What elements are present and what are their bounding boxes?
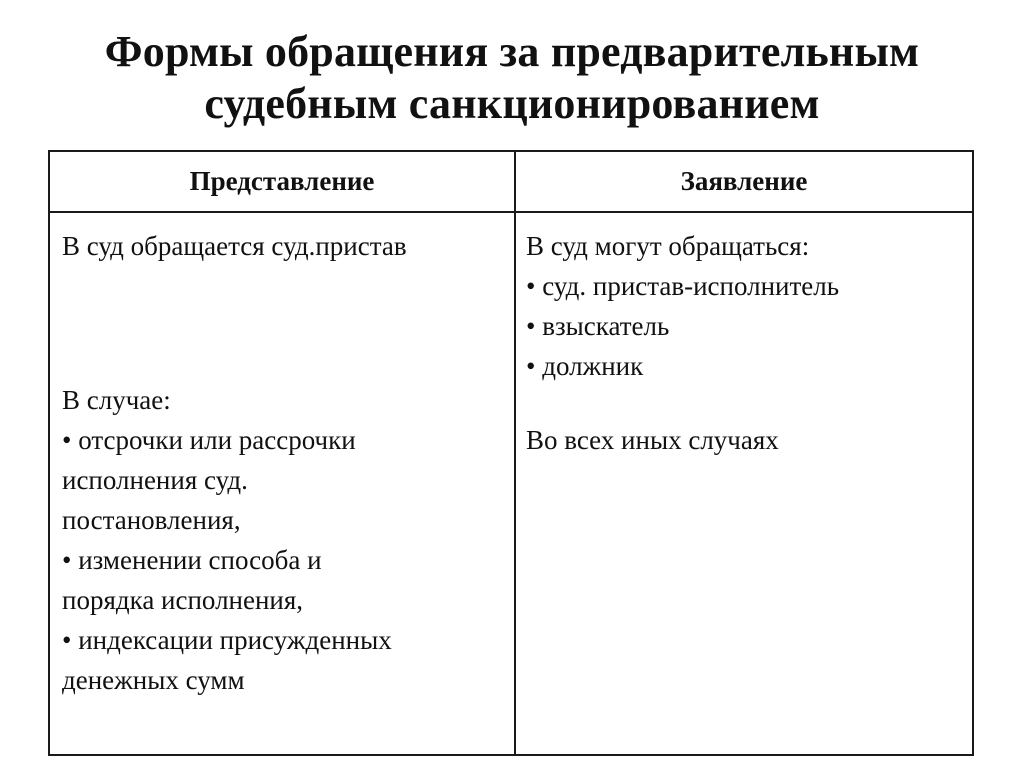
representation-intro: В суд обращается суд.пристав xyxy=(62,231,407,261)
title-line-2: судебным санкционированием xyxy=(204,79,820,128)
comparison-table xyxy=(48,150,974,756)
cell-application xyxy=(526,226,966,460)
representation-case-heading: В случае: xyxy=(62,385,171,415)
list-item: порядка исполнения, xyxy=(62,585,304,615)
page-title xyxy=(0,26,1024,130)
list-item: • суд. пристав-исполнитель xyxy=(526,271,840,301)
header-application: Заявление xyxy=(680,166,808,196)
list-item: • отсрочки или рассрочки xyxy=(62,425,356,455)
column-divider xyxy=(514,152,516,754)
list-item: денежных сумм xyxy=(62,665,245,695)
table-header-row xyxy=(50,152,972,213)
cell-representation xyxy=(62,226,508,700)
application-intro: В суд могут обращаться: xyxy=(526,231,810,261)
list-item: • должник xyxy=(526,351,644,381)
list-item: исполнения суд. xyxy=(62,465,248,495)
title-line-1: Формы обращения за предварительным xyxy=(104,27,920,76)
application-other-cases: Во всех иных случаях xyxy=(526,425,779,455)
list-item: • индексации присужденных xyxy=(62,625,392,655)
list-item: постановления, xyxy=(62,505,241,535)
list-item: • взыскатель xyxy=(526,311,670,341)
list-item: • изменении способа и xyxy=(62,545,322,575)
header-representation: Представление xyxy=(189,166,375,196)
